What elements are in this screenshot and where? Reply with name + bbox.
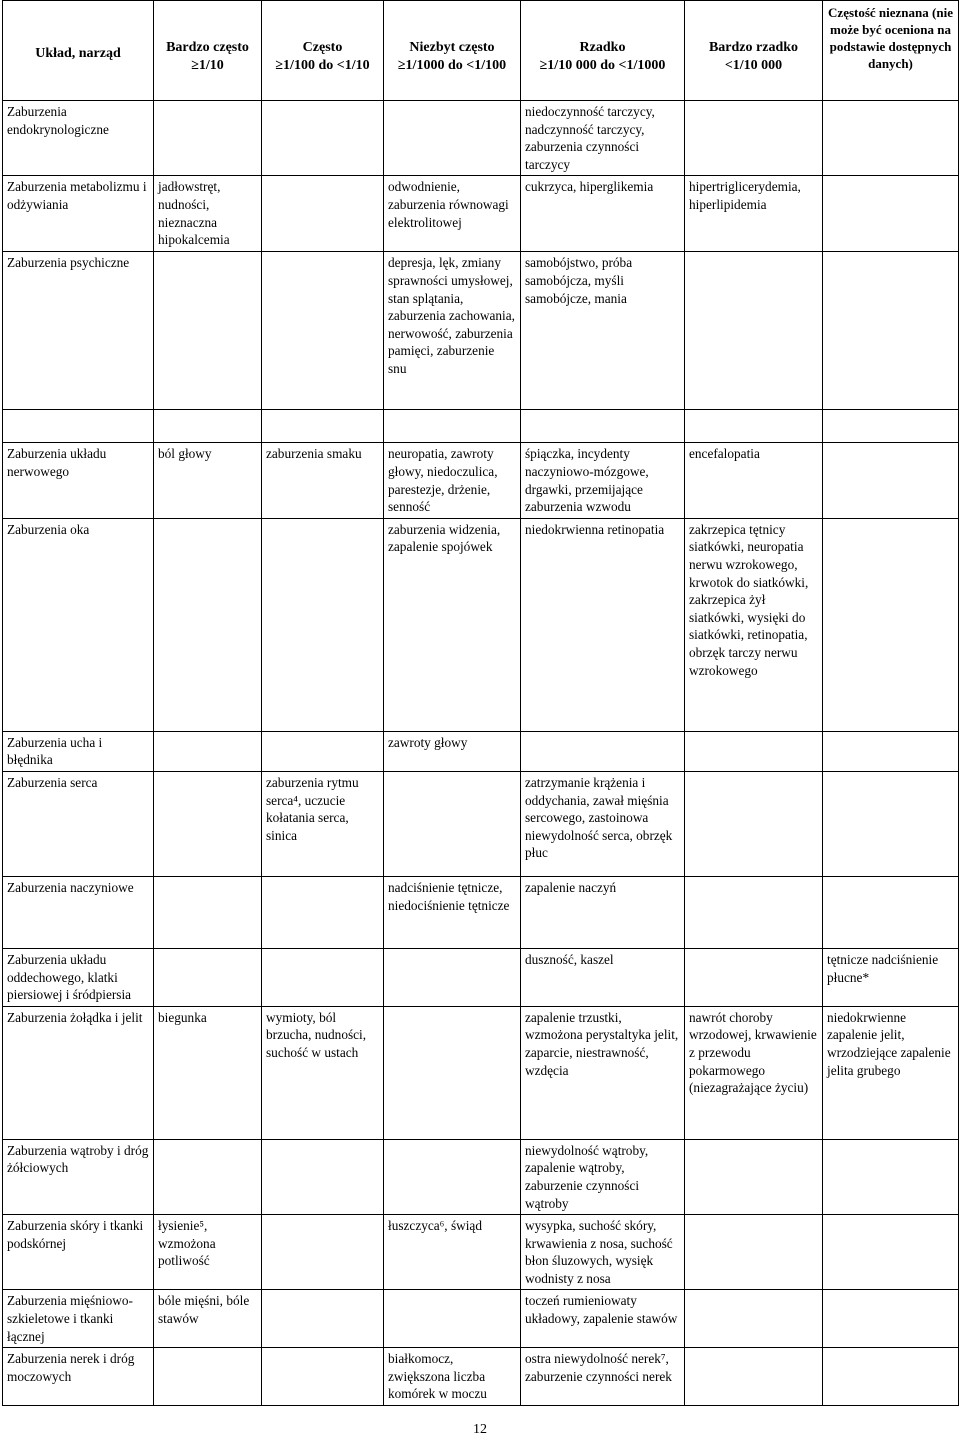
reaction-cell — [384, 948, 521, 1006]
reaction-cell — [384, 1139, 521, 1214]
table-row — [3, 876, 959, 948]
header-frequency: ≥1/100 do <1/10 — [275, 58, 370, 73]
header-label: Bardzo rzadko — [708, 40, 799, 55]
reaction-cell — [154, 518, 262, 731]
reaction-cell — [823, 1139, 959, 1214]
header-frequency: ≥1/10 — [191, 58, 224, 73]
header-cell — [521, 1, 685, 101]
reaction-cell: nawrót choroby wrzodowej, krwawienie z przewodu pokarmowego (niezagrażające życiu) — [685, 1006, 823, 1139]
reaction-cell: jadłowstręt, nudności, nieznaczna hipokalcemia — [154, 176, 262, 252]
reaction-cell: biegunka — [154, 1006, 262, 1139]
header-frequency: ≥1/1000 do <1/100 — [397, 58, 507, 73]
reaction-cell — [685, 1139, 823, 1214]
spacer-cell — [262, 410, 384, 443]
organ-class-cell: Zaburzenia nerek i dróg moczowych — [3, 1348, 154, 1406]
header-frequency: <1/10 000 — [724, 58, 783, 73]
reaction-cell — [384, 101, 521, 176]
reaction-cell — [685, 948, 823, 1006]
header-label: Częstość nieznana (nie może być oceniona na podstawie dostępnych danych) — [828, 5, 953, 71]
reaction-cell — [823, 101, 959, 176]
reaction-cell — [262, 176, 384, 252]
reaction-cell: białkomocz, zwiększona liczba komórek w moczu — [384, 1348, 521, 1406]
header-cell — [3, 1, 154, 101]
adverse-reactions-table — [2, 0, 959, 1406]
reaction-cell — [262, 1139, 384, 1214]
reaction-cell — [154, 876, 262, 948]
reaction-cell — [262, 1215, 384, 1290]
reaction-cell: niedoczynność tarczycy, nadczynność tarczycy, zaburzenia czynności tarczycy — [521, 101, 685, 176]
table-row — [3, 731, 959, 771]
reaction-cell — [262, 101, 384, 176]
reaction-cell — [823, 252, 959, 410]
table-row — [3, 1139, 959, 1214]
reaction-cell — [823, 1348, 959, 1406]
reaction-cell — [262, 948, 384, 1006]
reaction-cell — [685, 101, 823, 176]
reaction-cell — [823, 771, 959, 876]
reaction-cell — [154, 731, 262, 771]
reaction-cell: zapalenie trzustki, wzmożona perystaltyka jelit, zaparcie, niestrawność, wzdęcia — [521, 1006, 685, 1139]
organ-class-cell: Zaburzenia oka — [3, 518, 154, 731]
reaction-cell — [685, 876, 823, 948]
header-label: Często — [302, 40, 343, 55]
reaction-cell — [154, 252, 262, 410]
organ-class-cell: Zaburzenia układu oddechowego, klatki piersiowej i śródpiersia — [3, 948, 154, 1006]
reaction-cell — [154, 1139, 262, 1214]
organ-class-cell: Zaburzenia serca — [3, 771, 154, 876]
table-row — [3, 1215, 959, 1290]
table-row — [3, 518, 959, 731]
table-row — [3, 443, 959, 518]
reaction-cell — [262, 876, 384, 948]
reaction-cell: duszność, kaszel — [521, 948, 685, 1006]
reaction-cell: zaburzenia widzenia, zapalenie spojówek — [384, 518, 521, 731]
reaction-cell: samobójstwo, próba samobójcza, myśli samobójcze, mania — [521, 252, 685, 410]
reaction-cell: tętnicze nadciśnienie płucne* — [823, 948, 959, 1006]
reaction-cell — [823, 443, 959, 518]
header-label: Rzadko — [579, 40, 626, 55]
header-label: Bardzo często — [166, 40, 249, 55]
spacer-cell — [3, 410, 154, 443]
reaction-cell: niedokrwienne zapalenie jelit, wrzodziejące zapalenie jelita grubego — [823, 1006, 959, 1139]
header-frequency: ≥1/10 000 do <1/1000 — [539, 58, 666, 73]
reaction-cell: cukrzyca, hiperglikemia — [521, 176, 685, 252]
table-row — [3, 101, 959, 176]
reaction-cell — [262, 731, 384, 771]
reaction-cell: encefalopatia — [685, 443, 823, 518]
header-cell — [154, 1, 262, 101]
reaction-cell — [384, 1006, 521, 1139]
reaction-cell — [262, 518, 384, 731]
organ-class-cell: Zaburzenia metabolizmu i odżywiania — [3, 176, 154, 252]
reaction-cell: łysienie⁵, wzmożona potliwość — [154, 1215, 262, 1290]
reaction-cell: zakrzepica tętnicy siatkówki, neuropatia nerwu wzrokowego, krwotok do siatkówki, zakrzepica żył siatkówki, wysięki do siatkówki, retinopatia, obrzęk tarczy nerwu wzrokowego — [685, 518, 823, 731]
reaction-cell: wymioty, ból brzucha, nudności, suchość w ustach — [262, 1006, 384, 1139]
table-row — [3, 948, 959, 1006]
reaction-cell: toczeń rumieniowaty układowy, zapalenie stawów — [521, 1290, 685, 1348]
reaction-cell — [823, 1215, 959, 1290]
spacer-cell — [154, 410, 262, 443]
reaction-cell — [262, 252, 384, 410]
reaction-cell: niedokrwienna retinopatia — [521, 518, 685, 731]
table-row — [3, 1348, 959, 1406]
reaction-cell: zatrzymanie krążenia i oddychania, zawał mięśnia sercowego, zastoinowa niewydolność serca, obrzęk płuc — [521, 771, 685, 876]
organ-class-cell: Zaburzenia wątroby i dróg żółciowych — [3, 1139, 154, 1214]
reaction-cell: łuszczyca⁶, świąd — [384, 1215, 521, 1290]
reaction-cell: zawroty głowy — [384, 731, 521, 771]
table-row — [3, 1290, 959, 1348]
spacer-cell — [823, 410, 959, 443]
organ-class-cell: Zaburzenia ucha i błędnika — [3, 731, 154, 771]
reaction-cell: niewydolność wątroby, zapalenie wątroby, zaburzenie czynności wątroby — [521, 1139, 685, 1214]
reaction-cell: depresja, lęk, zmiany sprawności umysłowej, stan splątania, zaburzenia zachowania, nerwowość, zaburzenia pamięci, zaburzenie snu — [384, 252, 521, 410]
organ-class-cell: Zaburzenia żołądka i jelit — [3, 1006, 154, 1139]
reaction-cell — [384, 1290, 521, 1348]
reaction-cell — [521, 731, 685, 771]
reaction-cell — [823, 876, 959, 948]
header-label: Układ, narząd — [35, 46, 121, 61]
reaction-cell: bóle mięśni, bóle stawów — [154, 1290, 262, 1348]
table-row — [3, 176, 959, 252]
reaction-cell: wysypka, suchość skóry, krwawienia z nosa, suchość błon śluzowych, wysięk wodnisty z nosa — [521, 1215, 685, 1290]
organ-class-cell: Zaburzenia układu nerwowego — [3, 443, 154, 518]
reaction-cell: ostra niewydolność nerek⁷, zaburzenie czynności nerek — [521, 1348, 685, 1406]
header-row — [3, 1, 959, 101]
spacer-row — [3, 410, 959, 443]
organ-class-cell: Zaburzenia psychiczne — [3, 252, 154, 410]
reaction-cell — [685, 1215, 823, 1290]
header-cell — [384, 1, 521, 101]
reaction-cell — [823, 176, 959, 252]
header-cell — [262, 1, 384, 101]
reaction-cell — [823, 1290, 959, 1348]
reaction-cell — [685, 252, 823, 410]
reaction-cell — [154, 771, 262, 876]
organ-class-cell: Zaburzenia endokrynologiczne — [3, 101, 154, 176]
reaction-cell — [154, 948, 262, 1006]
reaction-cell: zaburzenia rytmu serca⁴, uczucie kołatania serca, sinica — [262, 771, 384, 876]
organ-class-cell: Zaburzenia skóry i tkanki podskórnej — [3, 1215, 154, 1290]
table-row — [3, 1006, 959, 1139]
reaction-cell — [823, 731, 959, 771]
reaction-cell: nadciśnienie tętnicze, niedociśnienie tętnicze — [384, 876, 521, 948]
spacer-cell — [521, 410, 685, 443]
reaction-cell — [384, 771, 521, 876]
organ-class-cell: Zaburzenia naczyniowe — [3, 876, 154, 948]
reaction-cell — [262, 1348, 384, 1406]
spacer-cell — [384, 410, 521, 443]
reaction-cell — [685, 771, 823, 876]
header-cell — [685, 1, 823, 101]
reaction-cell — [154, 101, 262, 176]
table-row — [3, 252, 959, 410]
reaction-cell — [685, 731, 823, 771]
reaction-cell — [823, 518, 959, 731]
reaction-cell: hipertriglicerydemia, hiperlipidemia — [685, 176, 823, 252]
reaction-cell — [685, 1348, 823, 1406]
table-row — [3, 771, 959, 876]
reaction-cell: zaburzenia smaku — [262, 443, 384, 518]
spacer-cell — [685, 410, 823, 443]
reaction-cell: odwodnienie, zaburzenia równowagi elektrolitowej — [384, 176, 521, 252]
organ-class-cell: Zaburzenia mięśniowo-szkieletowe i tkanki łącznej — [3, 1290, 154, 1348]
reaction-cell — [685, 1290, 823, 1348]
reaction-cell: neuropatia, zawroty głowy, niedoczulica, parestezje, drżenie, senność — [384, 443, 521, 518]
reaction-cell — [262, 1290, 384, 1348]
reaction-cell: zapalenie naczyń — [521, 876, 685, 948]
reaction-cell: śpiączka, incydenty naczyniowo-mózgowe, drgawki, przemijające zaburzenia wzwodu — [521, 443, 685, 518]
header-label: Niezbyt często — [409, 40, 495, 55]
page-number: 12 — [473, 1422, 487, 1437]
reaction-cell: ból głowy — [154, 443, 262, 518]
header-cell — [823, 1, 959, 101]
reaction-cell — [154, 1348, 262, 1406]
